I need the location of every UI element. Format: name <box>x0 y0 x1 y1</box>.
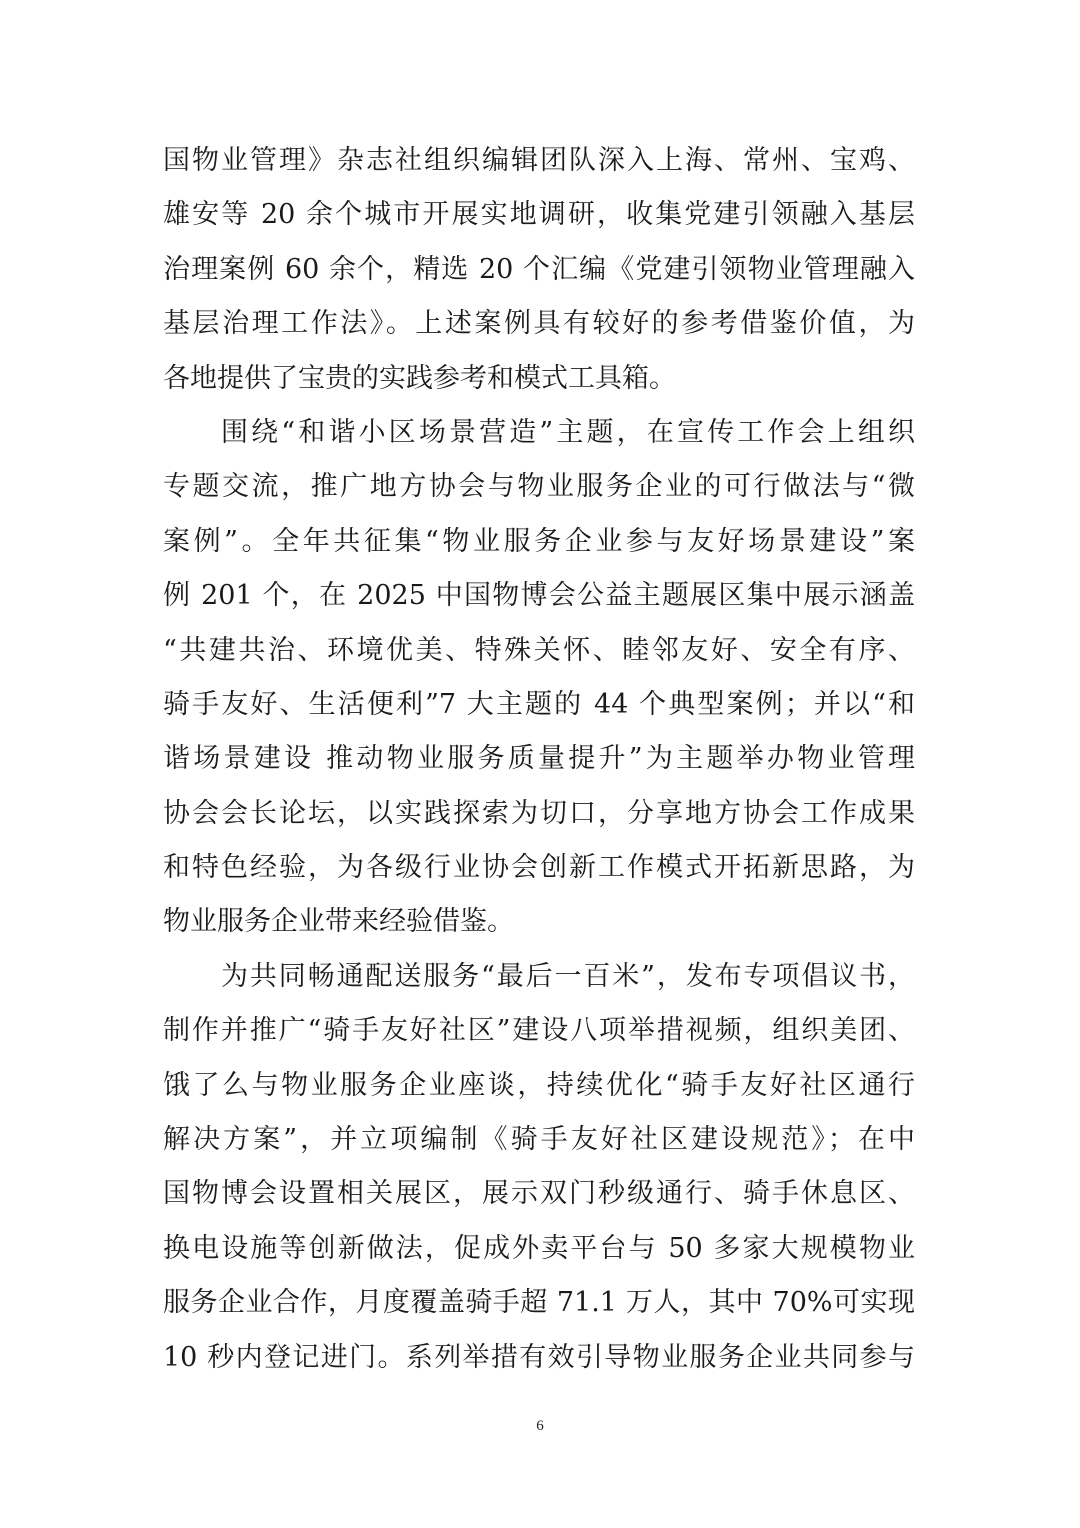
text-line: 围绕“和谐小区场景营造”主题，在宣传工作会上组织 <box>221 416 915 448</box>
text-line: 饿了么与物业服务企业座谈，持续优化“骑手友好社区通行 <box>163 1069 915 1101</box>
text-line: 治理案例 60 余个，精选 20 个汇编《党建引领物业管理融入 <box>163 253 915 285</box>
text-line: 国物博会设置相关展区，展示双门秒级通行、骑手休息区、 <box>163 1178 915 1210</box>
paragraph-3 <box>163 950 915 1385</box>
text-line: 例 201 个，在 2025 中国物博会公益主题展区集中展示涵盖 <box>163 580 915 612</box>
text-line: 专题交流，推广地方协会与物业服务企业的可行做法与“微 <box>163 471 915 503</box>
text-line: 案例”。全年共征集“物业服务企业参与友好场景建设”案 <box>163 525 915 557</box>
text-line: 各地提供了宝贵的实践参考和模式工具箱。 <box>163 362 676 394</box>
text-line: 骑手友好、生活便利”7 大主题的 44 个典型案例；并以“和 <box>163 688 915 720</box>
text-line: 和特色经验，为各级行业协会创新工作模式开拓新思路，为 <box>163 852 915 884</box>
text-line: 谐场景建设 推动物业服务质量提升”为主题举办物业管理 <box>163 743 915 775</box>
text-line: 物业服务企业带来经验借鉴。 <box>163 906 514 938</box>
text-line: 国物业管理》杂志社组织编辑团队深入上海、常州、宝鸡、 <box>163 145 915 176</box>
text-line: 基层治理工作法》。上述案例具有较好的参考借鉴价值，为 <box>163 308 915 340</box>
text-line: 协会会长论坛，以实践探索为切口，分享地方协会工作成果 <box>163 797 915 829</box>
text-line: 解决方案”，并立项编制《骑手友好社区建设规范》；在中 <box>163 1124 915 1156</box>
text-line: 雄安等 20 余个城市开展实地调研，收集党建引领融入基层 <box>163 199 915 231</box>
page-number: 6 <box>536 1418 544 1434</box>
text-line: 制作并推广“骑手友好社区”建设八项举措视频，组织美团、 <box>163 1015 915 1047</box>
text-line: 为共同畅通配送服务“最后一百米”，发布专项倡议书， <box>221 960 915 992</box>
text-line: “共建共治、环境优美、特殊关怀、睦邻友好、安全有序、 <box>163 634 915 666</box>
text-line: 换电设施等创新做法，促成外卖平台与 50 多家大规模物业 <box>163 1232 915 1264</box>
paragraph-2 <box>163 406 915 950</box>
text-line: 10 秒内登记进门。系列举措有效引导物业服务企业共同参与 <box>163 1341 915 1373</box>
text-line: 服务企业合作，月度覆盖骑手超 71.1 万人，其中 70%可实现 <box>163 1287 915 1319</box>
paragraph-1 <box>163 134 915 406</box>
body-text <box>163 134 915 1385</box>
